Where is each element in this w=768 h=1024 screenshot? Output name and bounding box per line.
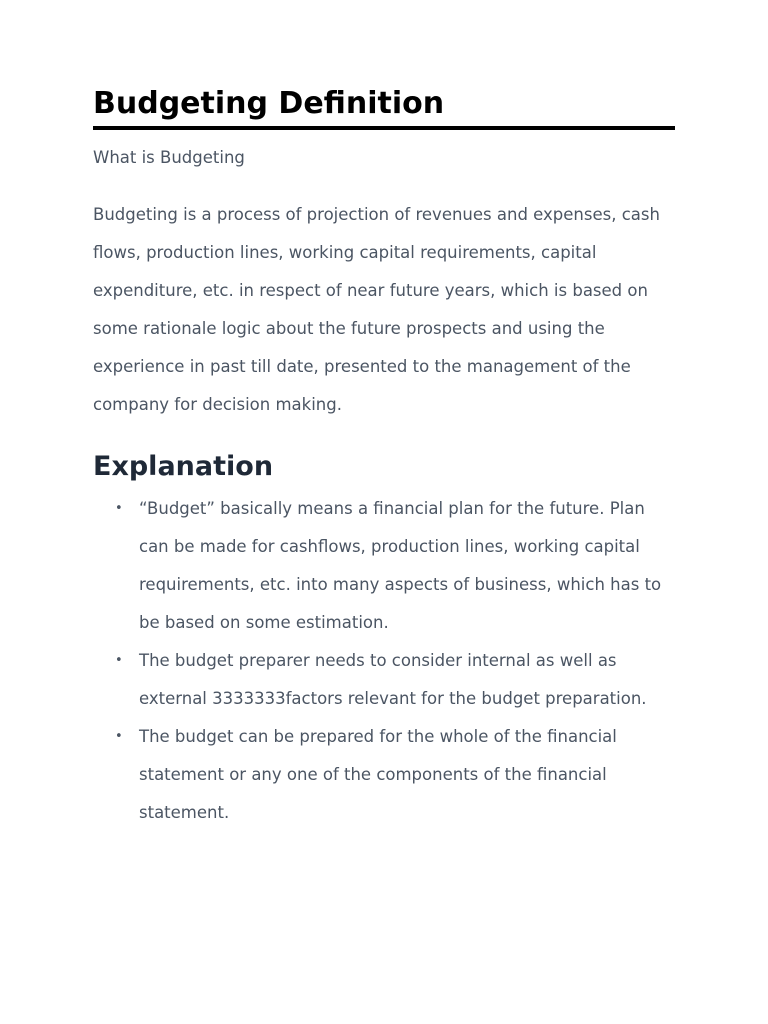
page-title: Budgeting Definition [93,86,675,130]
explanation-list [93,490,675,832]
list-item [93,718,675,832]
list-item [93,490,675,642]
bullet-icon: • [115,729,123,744]
explanation-heading: Explanation [93,451,274,482]
intro-paragraph: Budgeting is a process of projection of revenues and expenses, cash flows, production lines, working capital requirements, capital expenditure, etc. in respect of near future years, which is based on some rationale logic about the future prospects and using the experience in past till date, presented to the management of the company for decision making. [93,205,660,414]
list-item [93,642,675,718]
page-subtitle: What is Budgeting [93,148,245,167]
document-page [93,86,675,832]
bullet-icon: • [115,653,123,668]
bullet-icon: • [115,501,123,516]
list-item-text: “Budget” basically means a financial plan for the future. Plan can be made for cashflows, production lines, working capital requirements, etc. into many aspects of business, which has to be based on some estimation. [139,499,662,632]
list-item-text: The budget preparer needs to consider internal as well as external 3333333factors relevant for the budget preparation. [139,651,647,708]
list-item-text: The budget can be prepared for the whole of the financial statement or any one of the components of the financial statement. [139,727,617,822]
